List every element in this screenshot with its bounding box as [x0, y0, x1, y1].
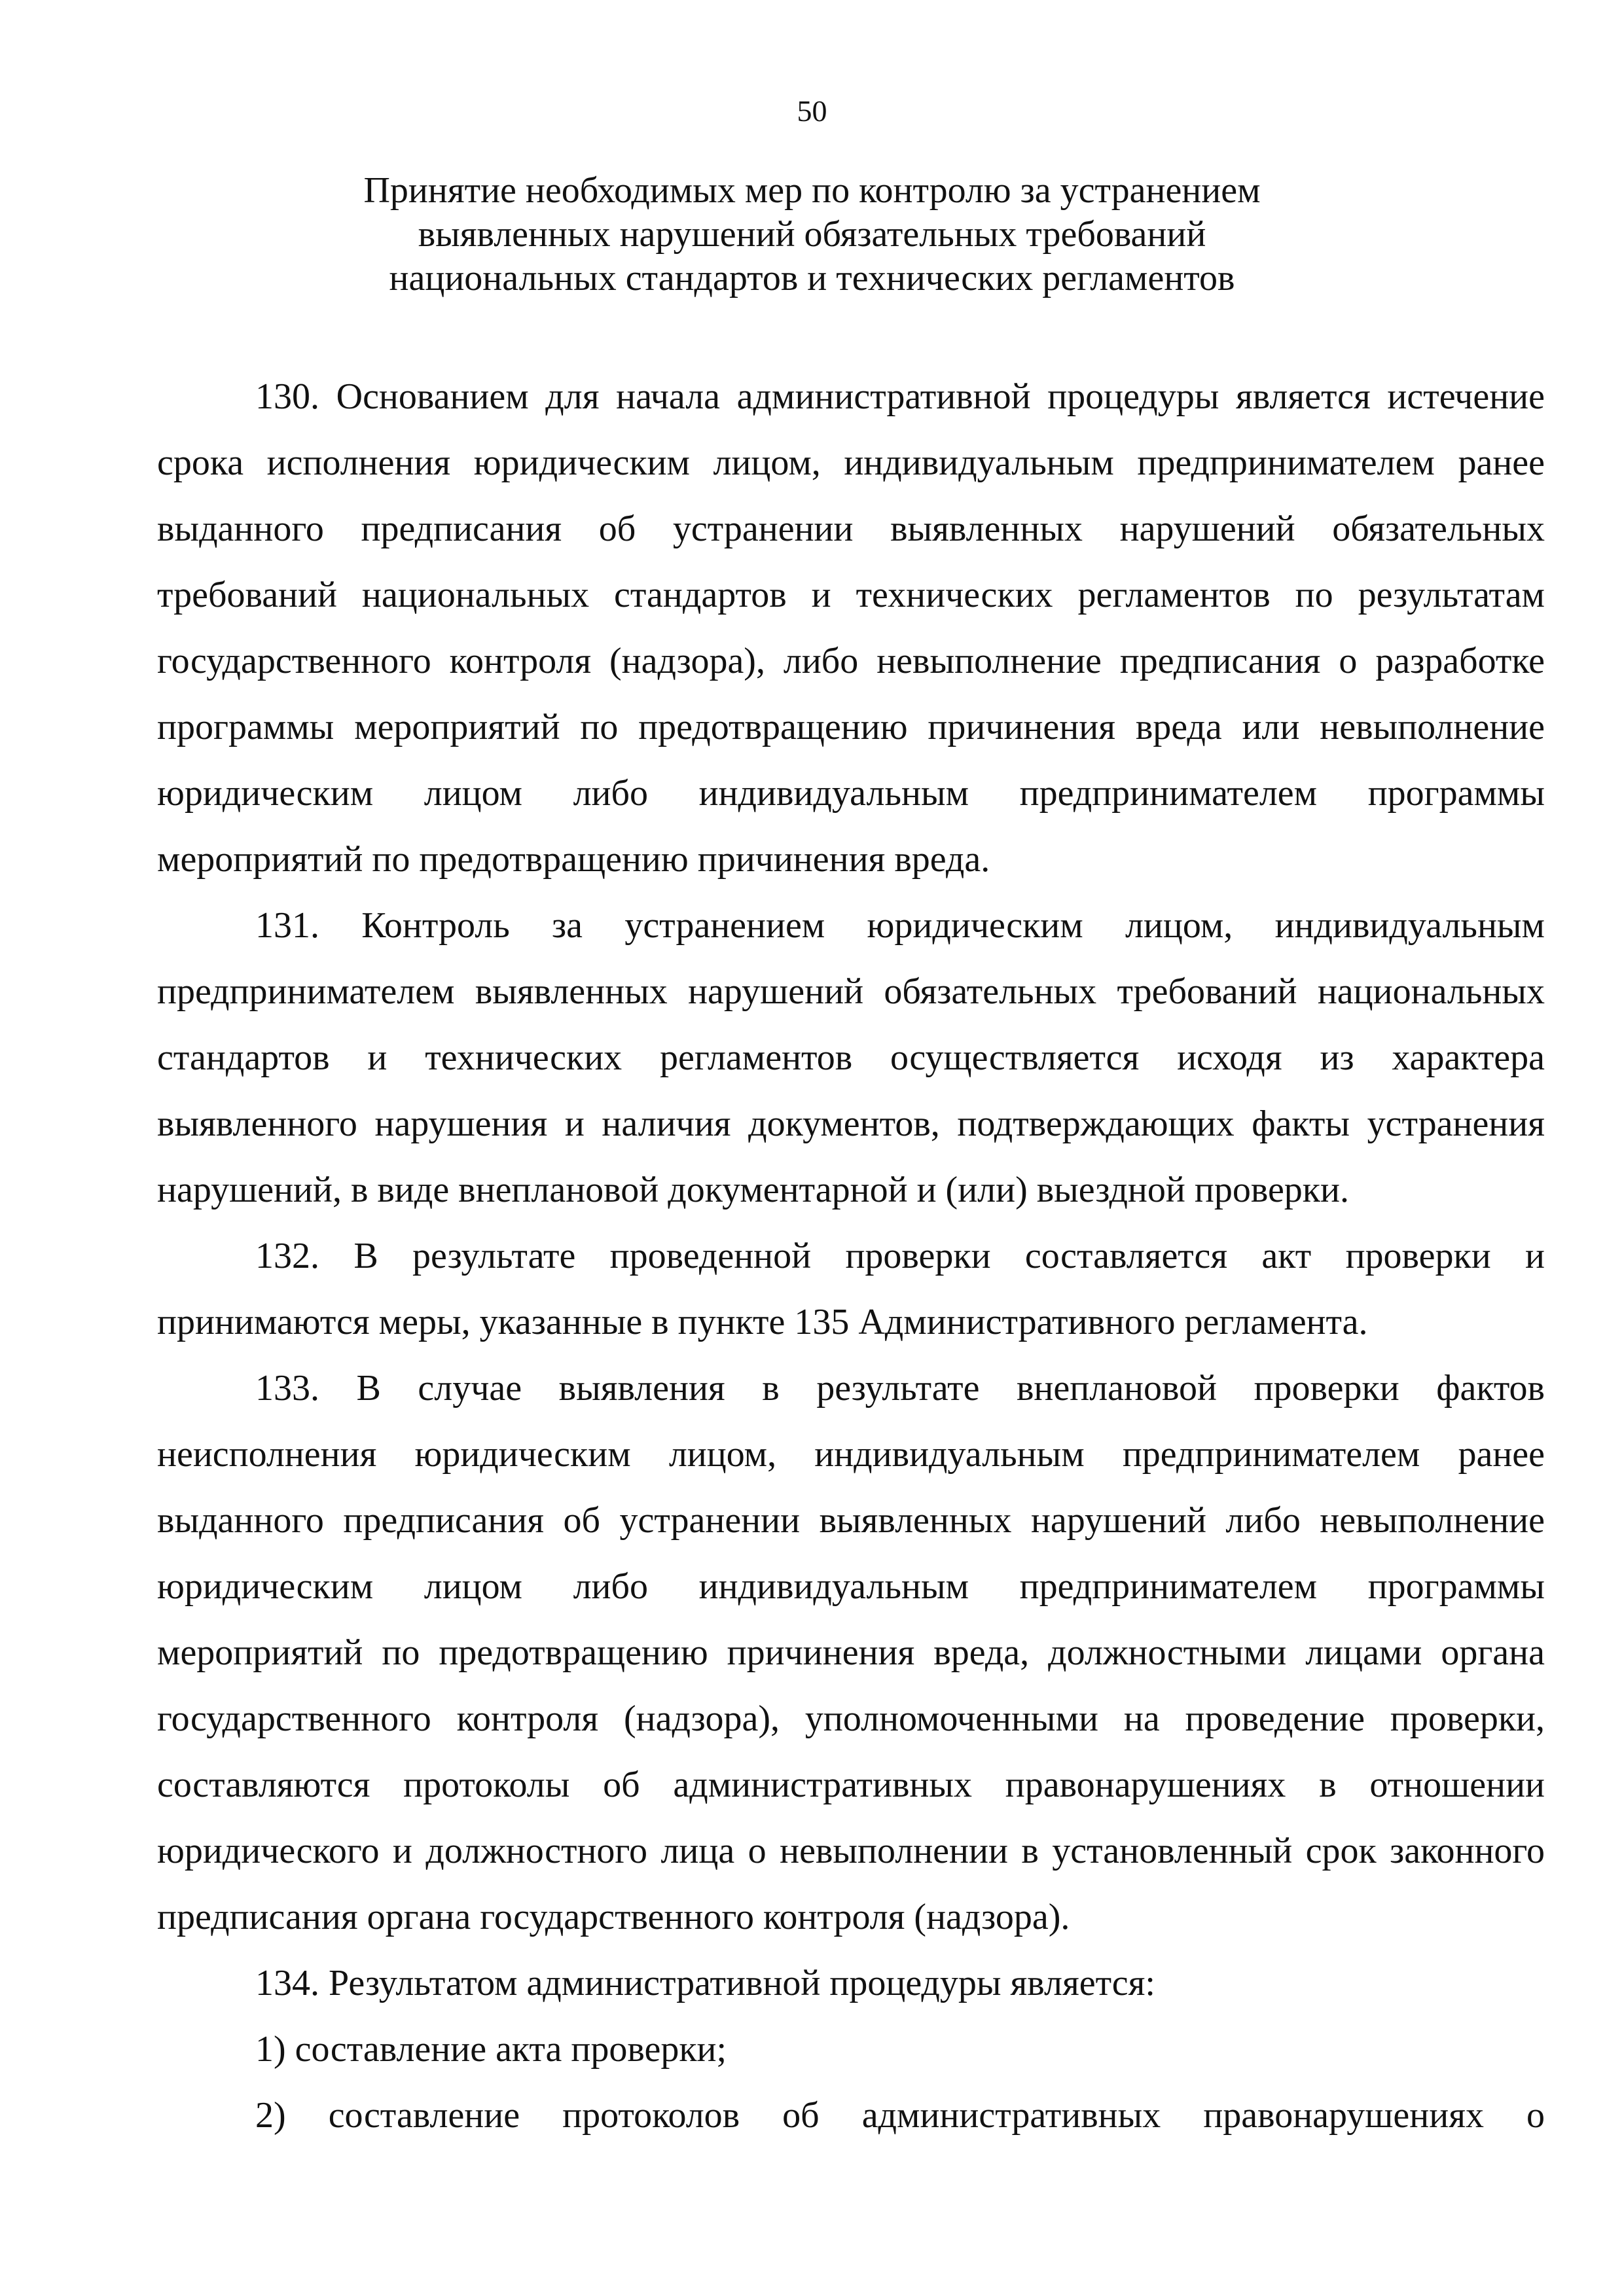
page-number: 50 — [797, 94, 827, 128]
list-item-2: 2) составление протоколов об административных правонарушениях о — [255, 2095, 1545, 2136]
document-body — [157, 364, 1545, 2149]
paragraph-131: 131. Контроль за устранением юридическим лицом, индивидуальным предпринимателем выявленных нарушений обязательных требований национальных стандартов и технических регламентов осуществляется исходя из характера выявленного нарушения и наличия документов, подтверждающих факты устранения нарушений, в виде внеплановой документарной и (или) выездной проверки. — [157, 905, 1545, 1210]
section-title — [196, 169, 1428, 300]
section-title-line: выявленных нарушений обязательных требований — [418, 214, 1206, 255]
section-title-line: национальных стандартов и технических регламентов — [389, 258, 1235, 298]
section-title-line: Принятие необходимых мер по контролю за устранением — [363, 170, 1261, 211]
paragraph-133: 133. В случае выявления в результате внеплановой проверки фактов неисполнения юридическим лицом, индивидуальным предпринимателем ранее выданного предписания об устранении выявленных нарушений либо невыполнение юридическим лицом либо индивидуальным предпринимателем программы мероприятий по предотвращению причинения вреда, должностными лицами органа государственного контроля (надзора), уполномоченными на проведение проверки, составляются протоколы об административных правонарушениях в отношении юридического и должностного лица о невыполнении в установленный срок законного предписания органа государственного контроля (надзора). — [157, 1368, 1545, 1937]
list-item-1: 1) составление акта проверки; — [255, 2029, 727, 2070]
paragraph-130: 130. Основанием для начала административной процедуры является истечение срока исполнения юридическим лицом, индивидуальным предпринимателем ранее выданного предписания об устранении выявленных нарушений обязательных требований национальных стандартов и технических регламентов по результатам государственного контроля (надзора), либо невыполнение предписания о разработке программы мероприятий по предотвращению причинения вреда или невыполнение юридическим лицом либо индивидуальным предпринимателем программы мероприятий по предотвращению причинения вреда. — [157, 376, 1545, 880]
paragraph-132: 132. В результате проведенной проверки составляется акт проверки и принимаются меры, указанные в пункте 135 Административного регламента. — [157, 1236, 1545, 1342]
paragraph-134: 134. Результатом административной процедуры является: — [255, 1963, 1155, 2003]
